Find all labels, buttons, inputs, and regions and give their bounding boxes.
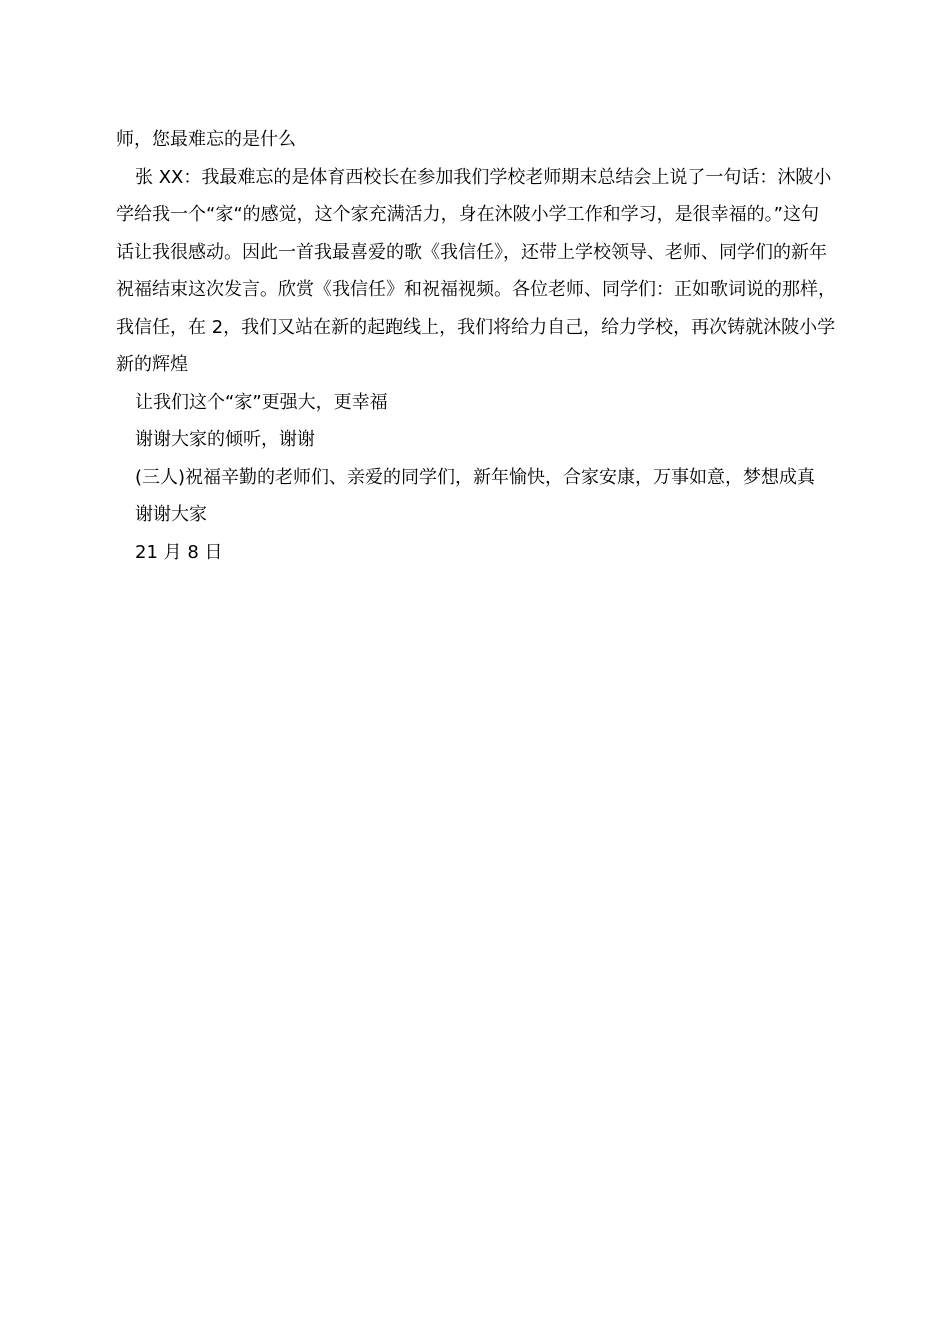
paragraph-home-stronger: 让我们这个“家”更强大，更幸福 (135, 391, 388, 413)
paragraph-zhang-answer: 张 XX：我最难忘的是体育西校长在参加我们学校老师期末总结会上说了一句话：沐陂小学给我一个“家“的感觉，这个家充满活力，身在沐陂小学工作和学习，是很幸福的。”这句话让我很感动。因此一首我最喜爱的歌《我信任》，还带上学校领导、老师、同学们的新年祝福结束这次发言。欣赏《我信任》和祝福视频。各位老师、同学们：正如歌词说的那样，我信任，在 2，我们又站在新的起跑线上，我们将给力自己，给力学校，再次铸就沐陂小学新的辉煌 (116, 166, 836, 375)
paragraph-question-end: 师，您最难忘的是什么 (116, 129, 296, 150)
paragraph-thanks-listening: 谢谢大家的倾听，谢谢 (135, 429, 315, 450)
paragraph-thanks-all: 谢谢大家 (135, 504, 207, 525)
paragraph-new-year-wishes: (三人)祝福辛勤的老师们、亲爱的同学们，新年愉快，合家安康，万事如意，梦想成真 (135, 466, 816, 488)
document-body (116, 121, 836, 571)
paragraph-date: 21 月 8 日 (135, 541, 223, 563)
